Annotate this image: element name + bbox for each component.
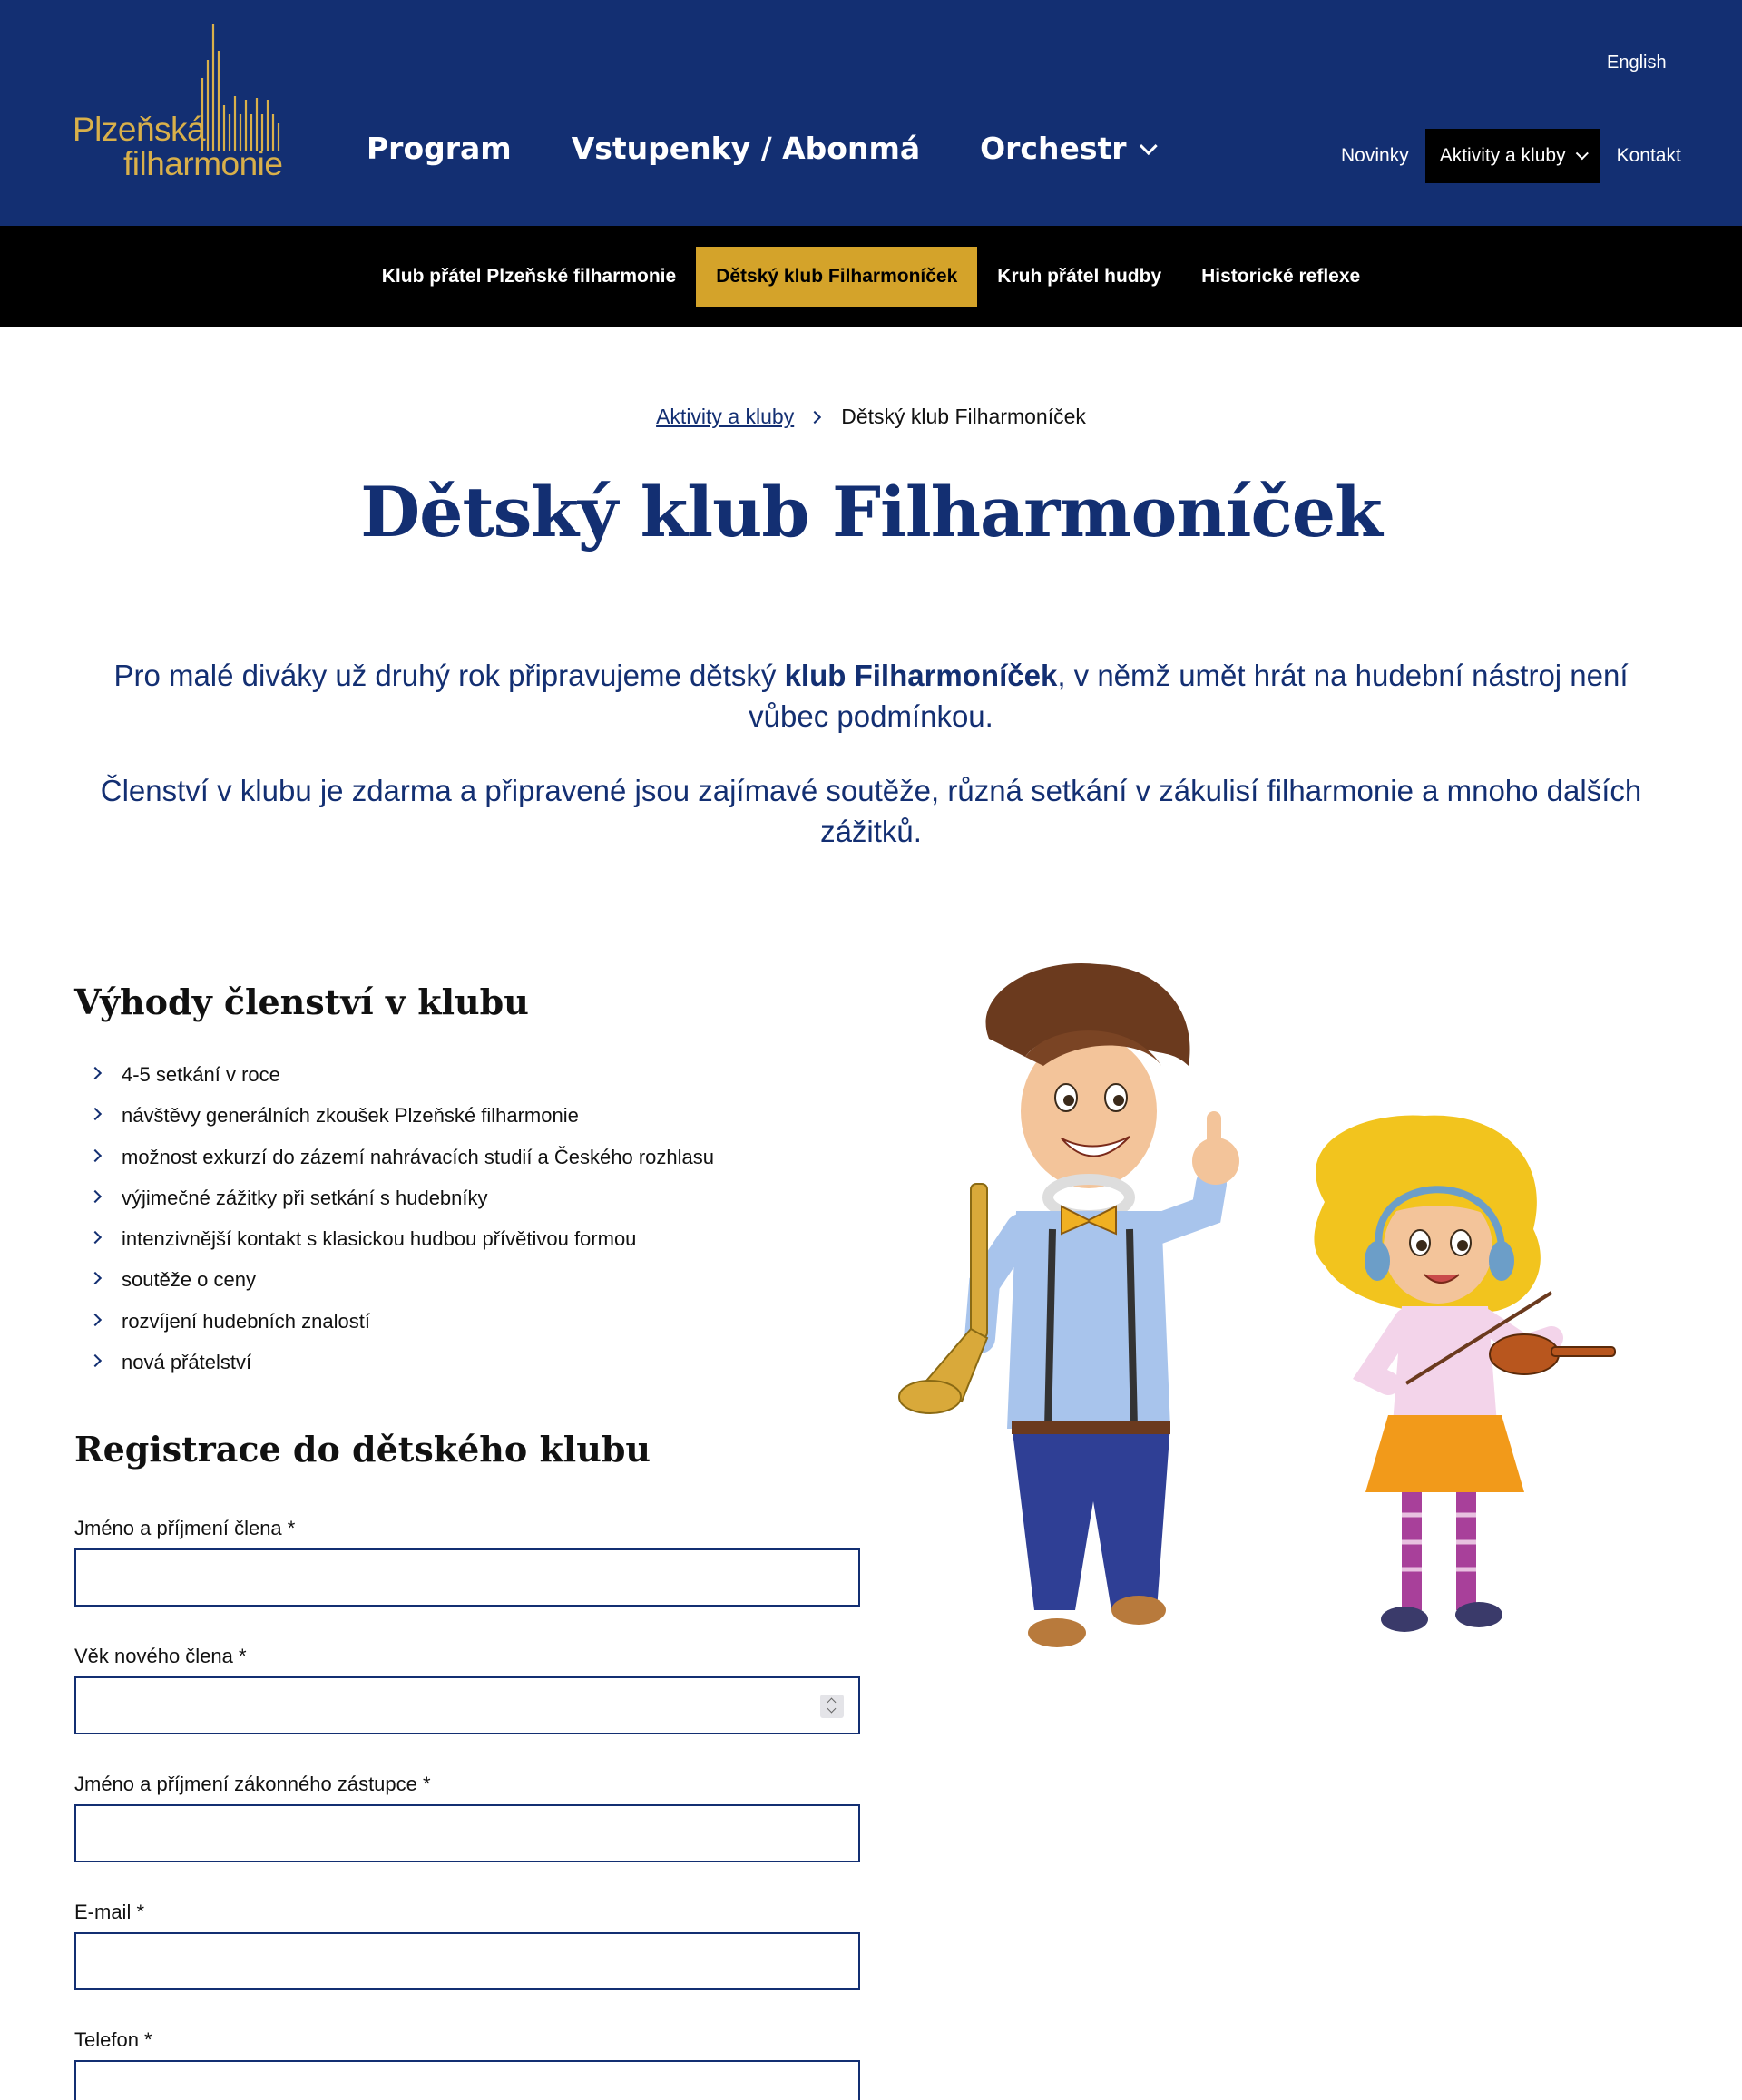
benefit-text: intenzivnější kontakt s klasickou hudbou přívětivou formou [122,1227,637,1251]
subnav-detsky-klub[interactable]: Dětský klub Filharmoníček [696,247,977,307]
util-nav-kontakt-label: Kontakt [1616,145,1681,166]
list-item [91,1351,714,1392]
chevron-right-icon [89,1354,102,1367]
subnav-klub-pratel[interactable]: Klub přátel Plzeňské filharmonie [381,266,677,287]
girl-with-violin-icon [1314,1115,1615,1632]
benefit-text: nová přátelství [122,1351,252,1374]
benefit-text: rozvíjení hudebních znalostí [122,1309,370,1333]
list-item [91,1146,714,1187]
boy-with-trumpet-icon [899,963,1239,1647]
logo-bars-icon [195,24,286,151]
list-item [91,1227,714,1268]
util-nav-novinky[interactable] [1325,129,1425,183]
intro-paragraph-1 [100,655,1642,737]
benefits-list [91,1063,714,1392]
intro-text [100,655,1642,885]
intro-p1-before: Pro malé diváky už druhý rok připravujeme dětský [113,659,785,692]
intro-p1-after: , v němž umět hrát na hudební nástroj není vůbec podmínkou. [749,659,1629,733]
nav-program-label: Program [367,131,512,166]
kids-illustration [898,957,1697,1674]
main-nav [367,131,1212,166]
benefit-text: soutěže o ceny [122,1268,256,1292]
member-age-input[interactable] [74,1676,860,1734]
chevron-right-icon [89,1108,102,1120]
utility-nav [1325,129,1698,183]
guardian-name-input[interactable] [74,1804,860,1862]
language-switch-link[interactable]: English [1607,53,1667,73]
benefits-heading: Výhody členství v klubu [74,982,529,1022]
breadcrumb-current: Dětský klub Filharmoníček [841,405,1086,428]
subnav-historicke-reflexe[interactable]: Historické reflexe [1201,266,1361,287]
breadcrumb [0,405,1742,429]
phone-input[interactable] [74,2060,860,2100]
list-item [91,1063,714,1104]
registration-heading: Registrace do dětského klubu [74,1429,651,1470]
util-nav-aktivity-label: Aktivity a kluby [1439,145,1566,166]
member-age-label: Věk nového člena * [74,1645,247,1667]
chevron-right-icon [808,410,821,423]
member-name-label: Jméno a příjmení člena * [74,1517,296,1539]
chevron-right-icon [89,1272,102,1284]
nav-vstupenky-label: Vstupenky / Abonmá [571,131,921,166]
list-item [91,1268,714,1309]
phone-label: Telefon * [74,2028,152,2051]
sub-nav [0,226,1742,327]
site-logo[interactable] [73,24,290,187]
intro-paragraph-2: Členství v klubu je zdarma a připravené jsou zajímavé soutěže, různá setkání v zákulisí filharmonie a mnoho dalších zážitků. [100,774,1642,848]
util-nav-aktivity[interactable] [1425,129,1600,183]
nav-program[interactable] [367,131,512,166]
list-item [91,1310,714,1351]
chevron-right-icon [89,1190,102,1203]
intro-p1-bold: klub Filharmoníček [784,659,1058,692]
chevron-right-icon [89,1067,102,1079]
guardian-name-label: Jméno a příjmení zákonného zástupce * [74,1773,431,1795]
list-item [91,1104,714,1145]
subnav-kruh-pratel-hudby[interactable]: Kruh přátel hudby [997,266,1162,287]
chevron-right-icon [89,1231,102,1244]
benefit-text: návštěvy generálních zkoušek Plzeňské filharmonie [122,1104,579,1128]
chevron-down-icon [1575,147,1588,160]
breadcrumb-parent-link[interactable]: Aktivity a kluby [656,405,795,428]
util-nav-kontakt[interactable] [1600,129,1698,183]
benefit-text: 4-5 setkání v roce [122,1063,280,1086]
logo-text-line2: filharmonie [123,145,283,182]
nav-vstupenky[interactable] [572,131,920,166]
benefit-text: možnost exkurzí do zázemí nahrávacích studií a Českého rozhlasu [122,1145,714,1168]
email-input[interactable] [74,1932,860,1990]
email-label: E-mail * [74,1900,145,1923]
chevron-down-icon [1140,137,1158,155]
nav-orchestr[interactable] [980,131,1151,166]
number-stepper-icon[interactable] [820,1695,844,1718]
benefit-text: výjimečné zážitky při setkání s hudebníky [122,1186,488,1209]
util-nav-novinky-label: Novinky [1341,145,1409,166]
chevron-right-icon [89,1149,102,1162]
page-title: Dětský klub Filharmoníček [360,472,1382,552]
chevron-right-icon [89,1314,102,1326]
nav-orchestr-label: Orchestr [980,131,1127,166]
logo-text-line1: Plzeňská [73,111,206,148]
site-header [0,0,1742,226]
member-name-input[interactable] [74,1548,860,1607]
list-item [91,1187,714,1227]
